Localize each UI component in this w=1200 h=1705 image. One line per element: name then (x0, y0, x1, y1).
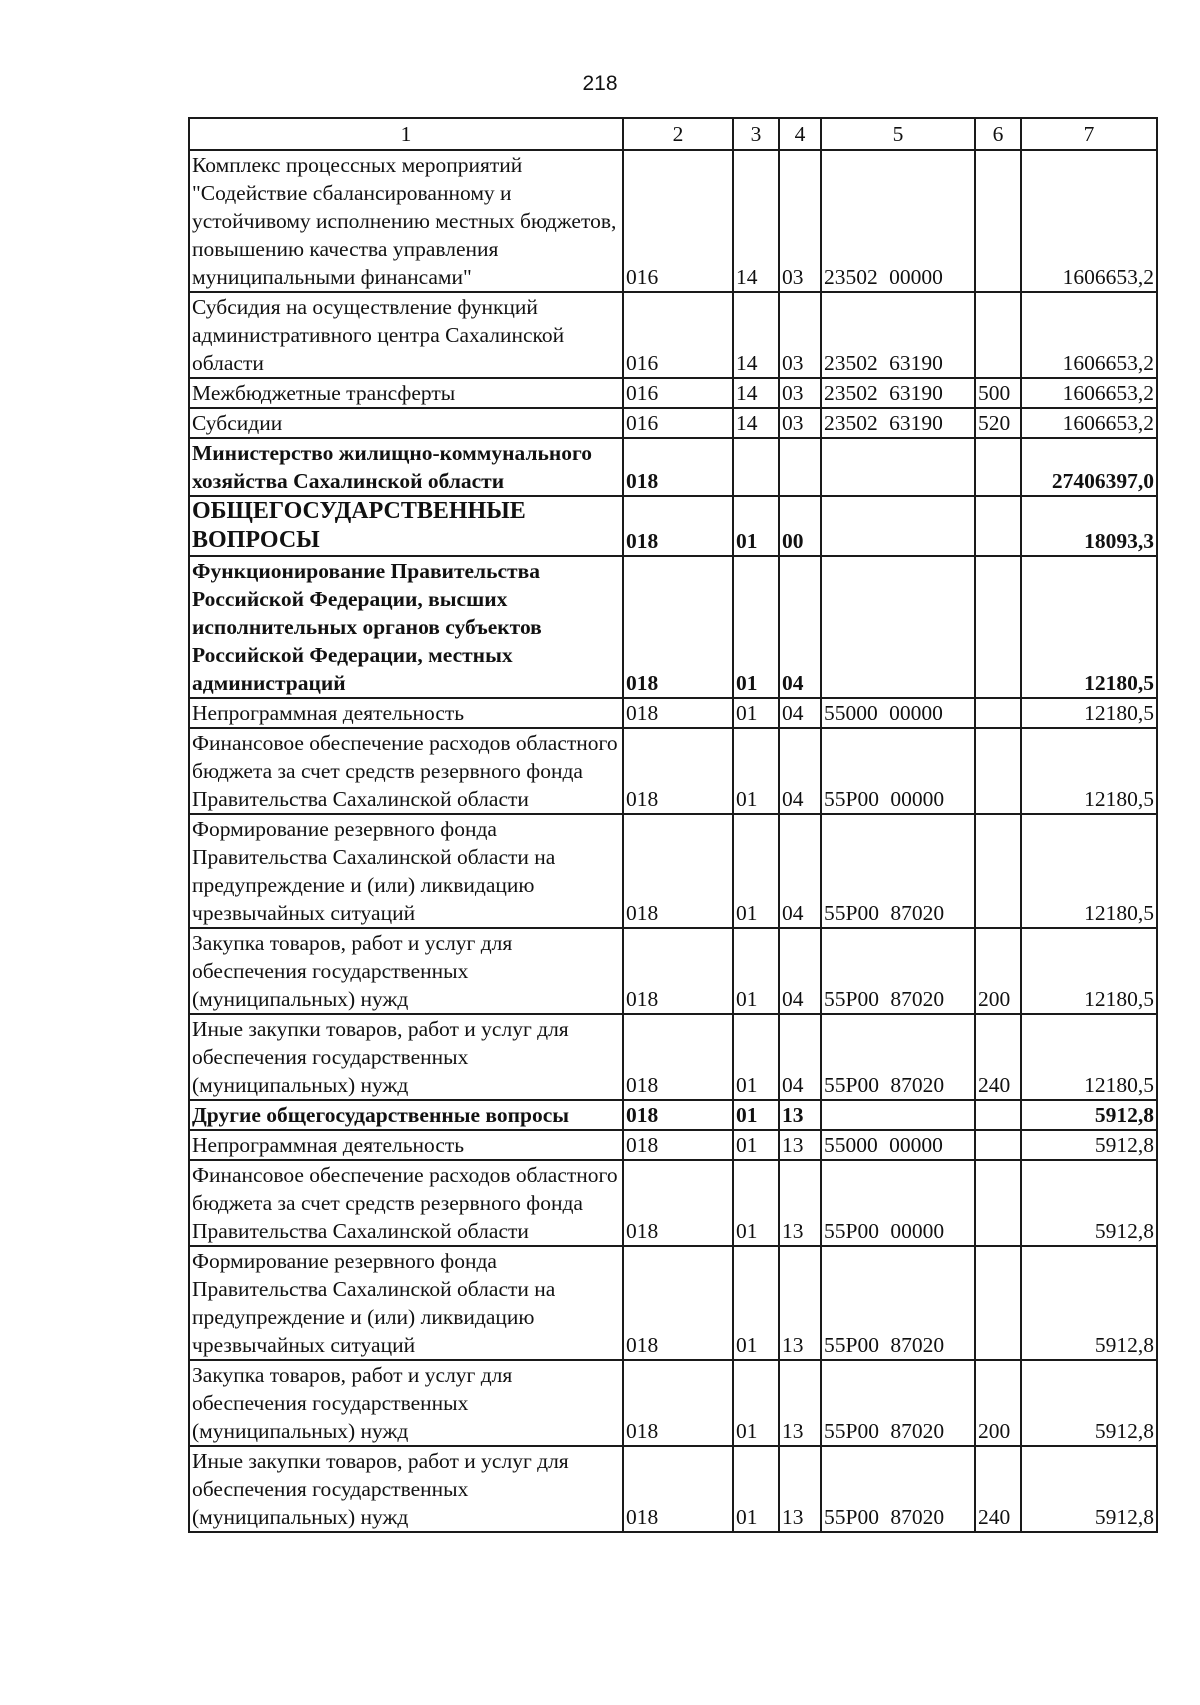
section-code-cell (733, 438, 779, 496)
table-row (189, 150, 1157, 292)
expense-type-cell: 240 (975, 1014, 1021, 1100)
ministry-code-cell: 018 (623, 1360, 733, 1446)
ministry-code-cell: 018 (623, 496, 733, 556)
section-code-cell: 14 (733, 292, 779, 378)
ministry-code-cell: 018 (623, 438, 733, 496)
column-header-7: 7 (1021, 118, 1157, 150)
amount-cell: 1606653,2 (1021, 378, 1157, 408)
ministry-code-cell: 016 (623, 292, 733, 378)
row-name-cell: Непрограммная деятельность (189, 1130, 623, 1160)
ministry-code-cell: 016 (623, 378, 733, 408)
section-code-cell: 01 (733, 556, 779, 698)
target-article-cell: 23502 63190 (821, 408, 975, 438)
table-body (189, 150, 1157, 1532)
section-code-cell: 01 (733, 1360, 779, 1446)
row-name-cell: Закупка товаров, работ и услуг для обеспечения государственных (муниципальных) нужд (189, 928, 623, 1014)
row-name-cell: Субсидии (189, 408, 623, 438)
row-name-cell: Другие общегосударственные вопросы (189, 1100, 623, 1130)
target-article-cell: 23502 63190 (821, 292, 975, 378)
section-code-cell: 01 (733, 1130, 779, 1160)
table-header-row (189, 118, 1157, 150)
table-row (189, 556, 1157, 698)
target-article-cell: 55Р00 87020 (821, 814, 975, 928)
table-row (189, 378, 1157, 408)
expense-type-cell (975, 728, 1021, 814)
table-row (189, 408, 1157, 438)
target-article-cell: 55Р00 00000 (821, 728, 975, 814)
table-row (189, 814, 1157, 928)
expense-type-cell (975, 292, 1021, 378)
table-row (189, 728, 1157, 814)
table-row (189, 1160, 1157, 1246)
subsection-code-cell: 13 (779, 1130, 821, 1160)
amount-cell: 5912,8 (1021, 1160, 1157, 1246)
target-article-cell: 55Р00 87020 (821, 928, 975, 1014)
table-row (189, 1014, 1157, 1100)
row-name-cell: Функционирование Правительства Российской Федерации, высших исполнительных органов субъектов Российской Федерации, местных администраций (189, 556, 623, 698)
expense-type-cell (975, 1160, 1021, 1246)
row-name-cell: Формирование резервного фонда Правительства Сахалинской области на предупреждение и (или) ликвидацию чрезвычайных ситуаций (189, 814, 623, 928)
amount-cell: 12180,5 (1021, 728, 1157, 814)
page-number: 218 (582, 72, 618, 95)
subsection-code-cell: 13 (779, 1160, 821, 1246)
subsection-code-cell: 04 (779, 698, 821, 728)
table-row (189, 1360, 1157, 1446)
section-code-cell: 01 (733, 1014, 779, 1100)
amount-cell: 5912,8 (1021, 1130, 1157, 1160)
expense-type-cell (975, 1130, 1021, 1160)
target-article-cell: 55000 00000 (821, 1130, 975, 1160)
subsection-code-cell: 04 (779, 814, 821, 928)
target-article-cell (821, 1100, 975, 1130)
subsection-code-cell: 03 (779, 150, 821, 292)
subsection-code-cell: 04 (779, 928, 821, 1014)
table-row (189, 1246, 1157, 1360)
subsection-code-cell: 13 (779, 1446, 821, 1532)
row-name-cell: Министерство жилищно-коммунального хозяйства Сахалинской области (189, 438, 623, 496)
row-name-cell: Финансовое обеспечение расходов областного бюджета за счет средств резервного фонда Правительства Сахалинской области (189, 1160, 623, 1246)
ministry-code-cell: 018 (623, 1130, 733, 1160)
section-code-cell: 01 (733, 928, 779, 1014)
column-header-1: 1 (189, 118, 623, 150)
expense-type-cell (975, 556, 1021, 698)
amount-cell: 5912,8 (1021, 1246, 1157, 1360)
amount-cell: 5912,8 (1021, 1446, 1157, 1532)
expense-type-cell (975, 1100, 1021, 1130)
section-code-cell: 14 (733, 150, 779, 292)
subsection-code-cell: 04 (779, 1014, 821, 1100)
row-name-cell: Межбюджетные трансферты (189, 378, 623, 408)
expense-type-cell (975, 814, 1021, 928)
expense-type-cell: 500 (975, 378, 1021, 408)
subsection-code-cell (779, 438, 821, 496)
target-article-cell (821, 556, 975, 698)
amount-cell: 12180,5 (1021, 928, 1157, 1014)
amount-cell: 12180,5 (1021, 814, 1157, 928)
ministry-code-cell: 018 (623, 1246, 733, 1360)
column-header-2: 2 (623, 118, 733, 150)
subsection-code-cell: 00 (779, 496, 821, 556)
row-name-cell: Формирование резервного фонда Правительства Сахалинской области на предупреждение и (или) ликвидацию чрезвычайных ситуаций (189, 1246, 623, 1360)
expense-type-cell: 240 (975, 1446, 1021, 1532)
row-name-cell: Иные закупки товаров, работ и услуг для обеспечения государственных (муниципальных) нужд (189, 1446, 623, 1532)
subsection-code-cell: 13 (779, 1246, 821, 1360)
section-code-cell: 01 (733, 698, 779, 728)
row-name-cell: Иные закупки товаров, работ и услуг для обеспечения государственных (муниципальных) нужд (189, 1014, 623, 1100)
ministry-code-cell: 018 (623, 728, 733, 814)
ministry-code-cell: 018 (623, 698, 733, 728)
column-header-6: 6 (975, 118, 1021, 150)
column-header-5: 5 (821, 118, 975, 150)
ministry-code-cell: 018 (623, 1446, 733, 1532)
target-article-cell: 23502 63190 (821, 378, 975, 408)
section-code-cell: 01 (733, 1160, 779, 1246)
amount-cell: 1606653,2 (1021, 408, 1157, 438)
target-article-cell (821, 438, 975, 496)
target-article-cell: 55Р00 00000 (821, 1160, 975, 1246)
subsection-code-cell: 13 (779, 1360, 821, 1446)
table-row (189, 1446, 1157, 1532)
amount-cell: 18093,3 (1021, 496, 1157, 556)
section-code-cell: 14 (733, 408, 779, 438)
section-code-cell: 01 (733, 1100, 779, 1130)
section-code-cell: 01 (733, 814, 779, 928)
target-article-cell: 23502 00000 (821, 150, 975, 292)
target-article-cell: 55Р00 87020 (821, 1014, 975, 1100)
target-article-cell: 55Р00 87020 (821, 1446, 975, 1532)
table-row (189, 698, 1157, 728)
row-name-cell: Комплекс процессных мероприятий "Содействие сбалансированному и устойчивому исполнению местных бюджетов, повышению качества управления муниципальными финансами" (189, 150, 623, 292)
row-name-cell: ОБЩЕГОСУДАРСТВЕННЫЕ ВОПРОСЫ (189, 496, 623, 556)
amount-cell: 1606653,2 (1021, 292, 1157, 378)
amount-cell: 12180,5 (1021, 698, 1157, 728)
table-row (189, 292, 1157, 378)
budget-table (188, 117, 1158, 1533)
column-header-4: 4 (779, 118, 821, 150)
expense-type-cell: 200 (975, 1360, 1021, 1446)
subsection-code-cell: 03 (779, 378, 821, 408)
ministry-code-cell: 016 (623, 408, 733, 438)
amount-cell: 12180,5 (1021, 1014, 1157, 1100)
subsection-code-cell: 04 (779, 728, 821, 814)
amount-cell: 1606653,2 (1021, 150, 1157, 292)
amount-cell: 27406397,0 (1021, 438, 1157, 496)
table-row (189, 438, 1157, 496)
expense-type-cell (975, 698, 1021, 728)
expense-type-cell (975, 496, 1021, 556)
ministry-code-cell: 018 (623, 1160, 733, 1246)
row-name-cell: Финансовое обеспечение расходов областного бюджета за счет средств резервного фонда Правительства Сахалинской области (189, 728, 623, 814)
target-article-cell: 55Р00 87020 (821, 1246, 975, 1360)
expense-type-cell: 200 (975, 928, 1021, 1014)
subsection-code-cell: 03 (779, 408, 821, 438)
ministry-code-cell: 018 (623, 1100, 733, 1130)
ministry-code-cell: 016 (623, 150, 733, 292)
expense-type-cell (975, 438, 1021, 496)
expense-type-cell: 520 (975, 408, 1021, 438)
section-code-cell: 01 (733, 1246, 779, 1360)
row-name-cell: Непрограммная деятельность (189, 698, 623, 728)
section-code-cell: 01 (733, 496, 779, 556)
section-code-cell: 14 (733, 378, 779, 408)
subsection-code-cell: 03 (779, 292, 821, 378)
table-row (189, 1100, 1157, 1130)
expense-type-cell (975, 1246, 1021, 1360)
section-code-cell: 01 (733, 1446, 779, 1532)
table-row (189, 1130, 1157, 1160)
table-row (189, 928, 1157, 1014)
expense-type-cell (975, 150, 1021, 292)
section-code-cell: 01 (733, 728, 779, 814)
amount-cell: 5912,8 (1021, 1100, 1157, 1130)
row-name-cell: Закупка товаров, работ и услуг для обеспечения государственных (муниципальных) нужд (189, 1360, 623, 1446)
ministry-code-cell: 018 (623, 928, 733, 1014)
amount-cell: 5912,8 (1021, 1360, 1157, 1446)
subsection-code-cell: 04 (779, 556, 821, 698)
target-article-cell: 55Р00 87020 (821, 1360, 975, 1446)
row-name-cell: Субсидия на осуществление функций административного центра Сахалинской области (189, 292, 623, 378)
subsection-code-cell: 13 (779, 1100, 821, 1130)
table-row (189, 496, 1157, 556)
amount-cell: 12180,5 (1021, 556, 1157, 698)
ministry-code-cell: 018 (623, 814, 733, 928)
target-article-cell: 55000 00000 (821, 698, 975, 728)
ministry-code-cell: 018 (623, 556, 733, 698)
ministry-code-cell: 018 (623, 1014, 733, 1100)
column-header-3: 3 (733, 118, 779, 150)
target-article-cell (821, 496, 975, 556)
